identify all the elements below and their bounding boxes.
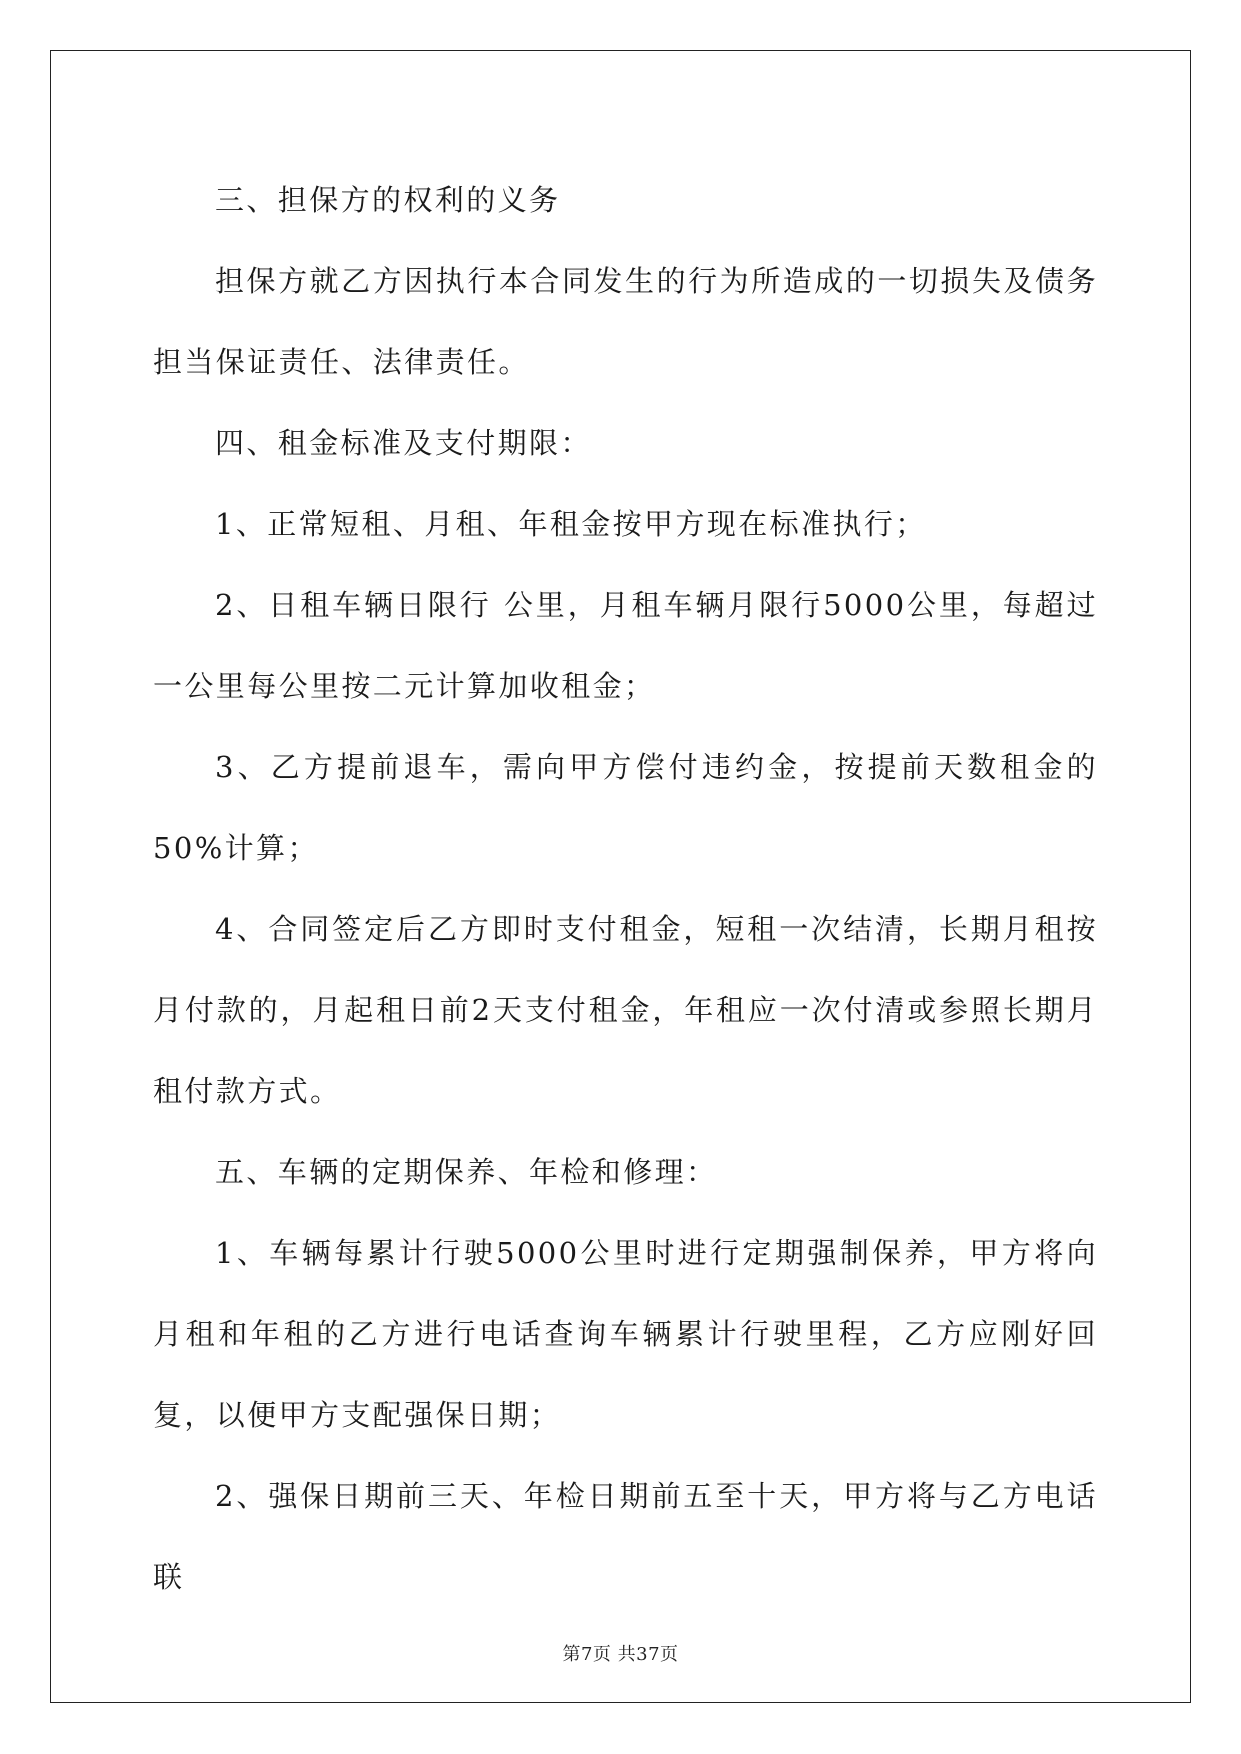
clause-maintenance-1: 1、车辆每累计行驶5000公里时进行定期强制保养，甲方将向月租和年租的乙方进行电话查询车辆累计行驶里程，乙方应刚好回复，以便甲方支配强保日期； (153, 1236, 1098, 1432)
paragraph-guarantor-duty: 担保方就乙方因执行本合同发生的行为所造成的一切损失及债务担当保证责任、法律责任。 (153, 264, 1098, 379)
clause-rent-1: 1、正常短租、月租、年租金按甲方现在标准执行； (215, 507, 927, 541)
clause-rent-4: 4、合同签定后乙方即时支付租金，短租一次结清，长期月租按月付款的，月起租日前2天支付租金，年租应一次付清或参照长期月租付款方式。 (153, 912, 1098, 1108)
clause-rent-2: 2、日租车辆日限行 公里，月租车辆月限行5000公里，每超过一公里每公里按二元计算加收租金； (153, 588, 1098, 703)
section-heading-guarantor: 三、担保方的权利的义务 (215, 183, 561, 217)
section-heading-rent: 四、租金标准及支付期限： (215, 426, 592, 460)
clause-rent-3: 3、乙方提前退车，需向甲方偿付违约金，按提前天数租金的50%计算； (153, 750, 1098, 865)
page-number-footer: 第7页 共37页 (562, 1644, 679, 1665)
clause-maintenance-2: 2、强保日期前三天、年检日期前五至十天，甲方将与乙方电话联 (153, 1479, 1098, 1594)
section-heading-maintenance: 五、车辆的定期保养、年检和修理： (215, 1155, 718, 1189)
document-body (153, 160, 1098, 1618)
